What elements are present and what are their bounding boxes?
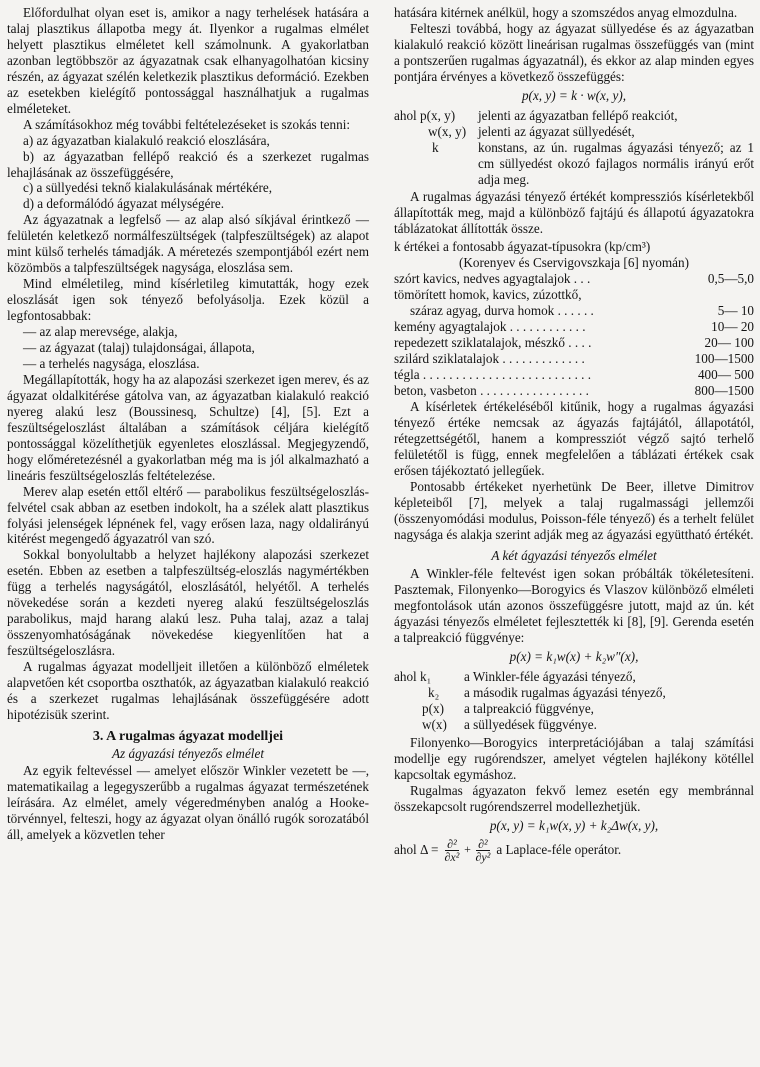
definition-text: a Winkler-féle ágyazási tényező, <box>464 669 636 685</box>
list-item: a) az ágyazatban kialakuló reakció eloszlására, <box>23 132 270 148</box>
paragraph: A számításokhoz még további feltételezéseket is szokás tenni: <box>23 116 351 132</box>
definition-term: ahol k₁ <box>394 669 432 685</box>
definition-row <box>394 717 754 733</box>
list-item: — az alap merevsége, alakja, <box>23 324 178 340</box>
definition-list <box>394 108 754 188</box>
subsection-title: Az ágyazási tényezős elmélet <box>112 745 264 761</box>
formula-plate: p(x, y) = k₁w(x, y) + k₂Δw(x, y), <box>489 817 659 833</box>
subsection-title: A két ágyazási tényezős elmélet <box>491 548 657 564</box>
table-row: repedezett sziklatalajok, mészkő . . . . 20— 100 <box>394 335 754 351</box>
definition-row <box>394 685 754 701</box>
paragraph: Megállapították, hogy ha az alapozási szerkezet igen merev, és az ágyazat oldalkitérése gátolva van, az ágyazatban kialakuló reakció nyereg alakú lesz (Boussinesq, Schultze) [4], [5]. Ezt a feszültségeloszlást általában a számítások céljára kielégítő pontossággal közelíthetjük egyenletes eloszlással. Megjegyzendő, hogy előméretezésnél a gyakorlatban még ma is jól alkalmazható a lineáris feszültségeloszlás feltételezése. <box>7 371 369 483</box>
right-column <box>394 5 754 863</box>
definition-term: k <box>432 139 439 155</box>
list-item: — az ágyazat (talaj) tulajdonságai, állapota, <box>23 340 255 356</box>
definition-term: ahol p(x, y) <box>394 107 456 123</box>
paragraph: Előfordulhat olyan eset is, amikor a nagy terhelések hatására a talaj plasztikus állapotba megy át. Ilyenkor a rugalmas elmélet helyett plasztikus elméletet kell számolnunk. A gyakorlatban azonban legtöbbször az ágyazatnak csak elhanyagolhatóan kicsiny részén, az ágyazat szélén keletkezik plasztikus deformáció. Ezekben az esetekben kielégítő pontossággal használhatjuk a rugalmas elméleteket. <box>7 5 369 116</box>
table-title: k értékei a fontosabb ágyazat-típusokra (kp/cm³) <box>394 239 651 255</box>
formula-winkler: p(x, y) = k · w(x, y), <box>521 87 627 103</box>
laplace-fraction: ∂² ∂x² + ∂² ∂y² <box>444 836 491 864</box>
table-row: tégla . . . . . . . . . . . . . . . . . . . . . . . . . . 400— 500 <box>394 366 754 382</box>
paragraph: A rugalmas ágyazási tényező értékét kompressziós kísérletekből állapították meg, majd a különböző fajtájú és állapotú ágyazatokra táblázatokat állították össze. <box>394 189 754 237</box>
list-item: c) a süllyedési teknő kialakulásának mértékére, <box>23 180 272 196</box>
laplace-prefix: ahol Δ = <box>394 842 439 858</box>
paragraph: Az ágyazatnak a legfelső — az alap alsó síkjával érintkező — felületén keletkező normálfeszültségek (talpfeszültségek) az alapot mint külső terhelés támadják. A méretezés szempontjából ezért nem közömbös a talpfeszültségek nagysága, eloszlása sem. <box>7 212 369 276</box>
definition-text: konstans, az ún. rugalmas ágyazási tényező; az 1 cm süllyedést okozó fajlagos normális irányú erőt adja meg. <box>478 139 754 187</box>
table-row: szórt kavics, nedves agyagtalajok . . . 0,5—5,0 <box>394 271 754 287</box>
laplace-definition <box>394 838 754 863</box>
table-row: száraz agyag, durva homok . . . . . . 5— 10 <box>410 303 754 319</box>
definition-text: a második rugalmas ágyazási tényező, <box>464 685 666 701</box>
list-item: d) a deformálódó ágyazat mélységére. <box>23 196 225 212</box>
definition-row <box>394 140 754 188</box>
paragraph: hatására kitérnek anélkül, hogy a szomszédos anyag elmozdulna. <box>394 5 738 20</box>
table-source: (Korenyev és Cservigovszkaja [6] nyomán) <box>459 255 689 271</box>
paragraph: Pontosabb értékeket nyerhetünk De Beer, illetve Dimitrov képleteiből [7], melyek a talaj rugalmassági jellemzői (összenyomódási modulus, Poisson-féle tényező) és a terhelt felület nagysága és alakja szerint adják meg az ágyazási együttható értékét. <box>394 478 754 542</box>
paragraph: A Winkler-féle feltevést igen sokan próbálták tökéletesíteni. Pasztemak, Filonyenko—Borogyics és Vlaszov különböző elméleti megfontolások után azonos összefüggésre jutott, majd az ún. két ágyazási tényezős elméletet fejlesztették ki [8], [9]. Gerenda esetén a talpreakció függvénye: <box>394 566 754 646</box>
table-row: kemény agyagtalajok . . . . . . . . . . . . 10— 20 <box>394 319 754 335</box>
paragraph: Az egyik feltevéssel — amelyet először Winkler vezetett be —, matematikailag a legegyszerűbb a rugalmas ágyazat természetének leírására. Az elmélet, amely végeredményben analóg a Hooke-törvénnyel, felteszi, hogy az ágyazat olyan önálló rugók sorozatából áll, amelyek a közvetlen teher <box>7 762 369 842</box>
definition-row <box>394 669 754 685</box>
paragraph: Merev alap esetén ettől eltérő — parabolikus feszültségeloszlás-felvétel csak abban az esetben indokolt, ha a szélek alatt plasztikus folyási jelenségek lépnének fel, vagy erősen laza, nagy oldalirányú kitérést megengedő ágyazatról van szó. <box>7 483 369 547</box>
definition-term: w(x) <box>422 716 447 732</box>
assumption-list <box>7 133 369 213</box>
definition-text: jelenti az ágyazatban fellépő reakciót, <box>478 107 678 123</box>
k-value-table <box>394 255 754 399</box>
definition-term: p(x) <box>422 701 444 717</box>
definition-row <box>394 108 754 124</box>
definition-text: jelenti az ágyazat süllyedését, <box>478 123 635 139</box>
definition-term: k₂ <box>428 685 440 701</box>
paragraph: Rugalmas ágyazaton fekvő lemez esetén egy membránnal összekapcsolt rugórendszerrel modellezhetjük. <box>394 782 754 814</box>
table-row: tömörített homok, kavics, zúzottkő, <box>394 287 582 303</box>
definition-text: a süllyedések függvénye. <box>464 716 597 732</box>
definition-text: a talpreakció függvénye, <box>464 701 594 717</box>
definition-row <box>394 124 754 140</box>
paragraph: Filonyenko—Borogyics interpretációjában a talaj számítási modellje egy rugórendszer, amelyet végtelen hajlékony kötéllel kapcsoltak egymáshoz. <box>394 734 754 782</box>
definition-list <box>394 669 754 733</box>
paragraph: Sokkal bonyolultabb a helyzet hajlékony alapozási szerkezet esetén. Ebben az esetben a talpfeszültség-eloszlás nagymértékben függ a terhelés nagyságától, eloszlásától, helyétől. A terhelés növekedése során a kezdeti nyereg alakú feszültségeloszlás parabolikus, majd harang alakú lesz. Puha talaj, azaz a talaj összenyomhatóságának növekedése kiegyenlítően hat a feszültségeloszlásra. <box>7 547 369 659</box>
paragraph: A kísérletek értékeléséből kitűnik, hogy a rugalmas ágyazási tényező értéke nemcsak az ágyazás fajtájától, állapotától, rétegzettségétől, hanem a kompressziót végző sajtó terhelő felületétől is függ, ennek megfelelően a táblázati értékek csak erősen tájékoztató jellegűek. <box>394 398 754 478</box>
laplace-suffix: a Laplace-féle operátor. <box>496 842 622 858</box>
paragraph: A rugalmas ágyazat modelljeit illetően a különböző elméletek alapvetően két csoportba oszthatók, az ágyazatban kialakuló reakció és a szerkezet rugalmas lehajlásának összefüggésére adott hipotézisük szerint. <box>7 659 369 722</box>
definition-row <box>394 701 754 717</box>
list-item: b) az ágyazatban fellépő reakció és a szerkezet rugalmas lehajlásának az összefüggésére, <box>7 148 369 180</box>
table-row: szilárd sziklatalajok . . . . . . . . . . . . . 100—1500 <box>394 351 754 367</box>
definition-term: w(x, y) <box>428 123 467 139</box>
formula-two-parameter: p(x) = k₁w(x) + k₂w″(x), <box>509 649 639 665</box>
table-row: beton, vasbeton . . . . . . . . . . . . . . . . . 800—1500 <box>394 382 754 398</box>
paragraph: Mind elméletileg, mind kísérletileg kimutatták, hogy ezek eloszlását igen sok tényező befolyásolja. Ezek közül a legfontosabbak: <box>7 276 369 324</box>
left-column <box>7 5 369 843</box>
factor-list <box>7 324 369 372</box>
list-item: — a terhelés nagysága, eloszlása. <box>23 355 200 371</box>
paragraph: Felteszi továbbá, hogy az ágyazat süllyedése és az ágyazatban kialakuló reakció között lineárisan rugalmas összefüggés van (mint a pontszerűen rugalmas ágyazatnál), és ekkor az alap minden egyes pontjára érvényes a következő összefüggés: <box>394 20 754 84</box>
section-title: 3. A rugalmas ágyazat modelljei <box>92 728 284 744</box>
